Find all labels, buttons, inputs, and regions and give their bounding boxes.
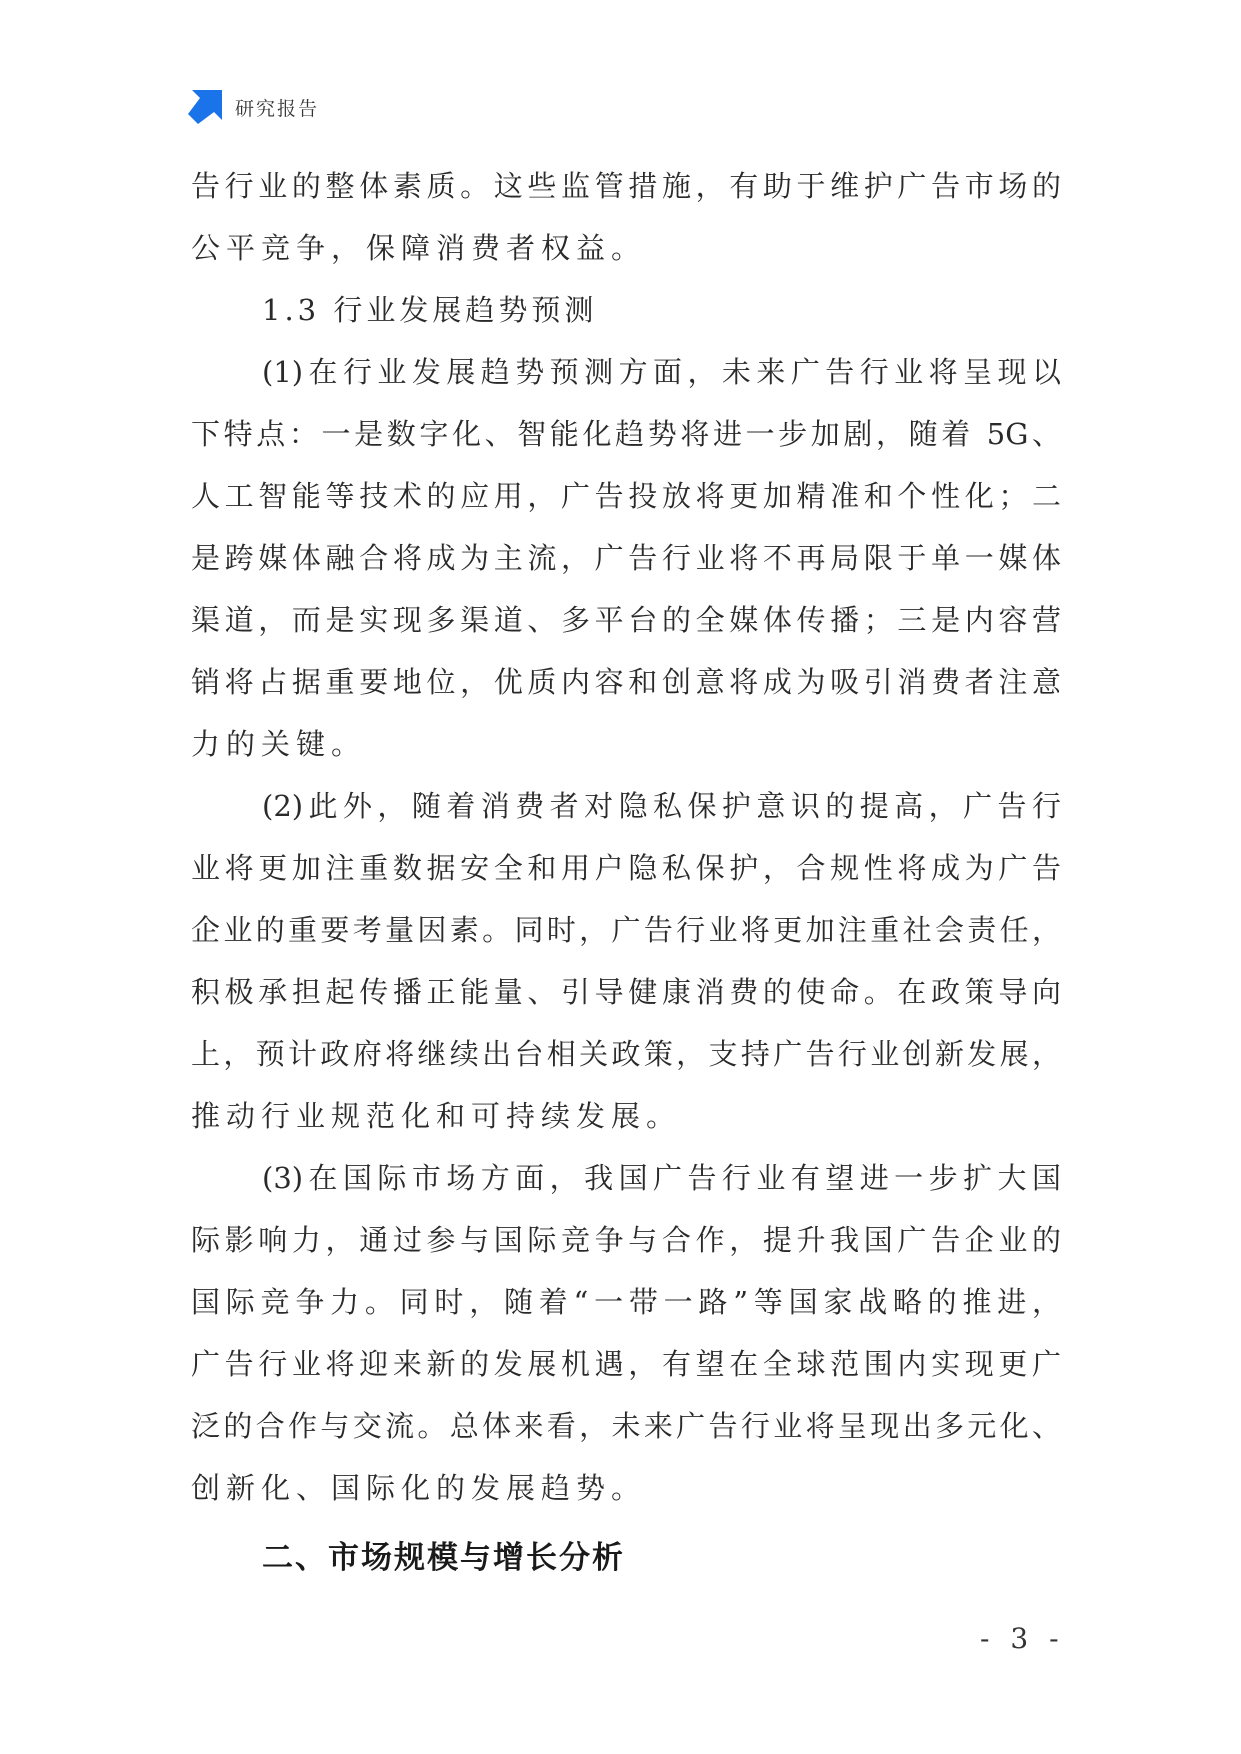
paragraph-line: 人工智能等技术的应用，广告投放将更加精准和个性化；二 <box>191 479 1061 513</box>
paragraph-line: 际影响力，通过参与国际竞争与合作，提升我国广告企业的 <box>191 1223 1061 1257</box>
paragraph-line: 创新化、国际化的发展趋势。 <box>191 1471 647 1505</box>
paragraph-line: 上，预计政府将继续出台相关政策，支持广告行业创新发展， <box>191 1037 1061 1071</box>
paragraph-line: 销将占据重要地位，优质内容和创意将成为吸引消费者注意 <box>191 665 1061 699</box>
paragraph-line: 积极承担起传播正能量、引导健康消费的使命。在政策导向 <box>191 975 1061 1009</box>
chapter-heading: 二、市场规模与增长分析 <box>262 1540 625 1576</box>
paragraph-trend-3 <box>191 1147 1061 1519</box>
section-heading: 1.3 行业发展趋势预测 <box>262 293 598 327</box>
paragraph-line: 下特点：一是数字化、智能化趋势将进一步加剧，随着 5G、 <box>191 417 1061 451</box>
paragraph-line: 推动行业规范化和可持续发展。 <box>191 1099 682 1133</box>
report-header <box>188 90 319 124</box>
paragraph-line: 泛的合作与交流。总体来看，未来广告行业将呈现出多元化、 <box>191 1409 1061 1443</box>
paragraph-line: 广告行业将迎来新的发展机遇，有望在全球范围内实现更广 <box>191 1347 1061 1381</box>
page-number: - 3 - <box>980 1622 1065 1655</box>
paragraph-line: 企业的重要考量因素。同时，广告行业将更加注重社会责任， <box>191 913 1061 947</box>
document-body <box>191 155 1061 1589</box>
paragraph-line: 国际竞争力。同时，随着“一带一路”等国家战略的推进， <box>191 1285 1061 1319</box>
paragraph-line: 业将更加注重数据安全和用户隐私保护，合规性将成为广告 <box>191 851 1061 885</box>
report-logo-icon <box>188 90 222 124</box>
paragraph-line: 力的关键。 <box>191 727 367 761</box>
paragraph-trend-2 <box>191 775 1061 1147</box>
paragraph-continued <box>191 155 1061 279</box>
paragraph-line: 告行业的整体素质。这些监管措施，有助于维护广告市场的 <box>191 169 1061 203</box>
paragraph-line: (1)在行业发展趋势预测方面，未来广告行业将呈现以 <box>262 355 1061 389</box>
paragraph-line: (2)此外，随着消费者对隐私保护意识的提高，广告行 <box>262 789 1061 823</box>
paragraph-line: 公平竞争，保障消费者权益。 <box>191 231 647 265</box>
header-title: 研究报告 <box>235 97 320 120</box>
paragraph-line: 渠道，而是实现多渠道、多平台的全媒体传播；三是内容营 <box>191 603 1061 637</box>
paragraph-line: 是跨媒体融合将成为主流，广告行业将不再局限于单一媒体 <box>191 541 1061 575</box>
paragraph-trend-1 <box>191 341 1061 775</box>
paragraph-line: (3)在国际市场方面，我国广告行业有望进一步扩大国 <box>262 1161 1061 1195</box>
